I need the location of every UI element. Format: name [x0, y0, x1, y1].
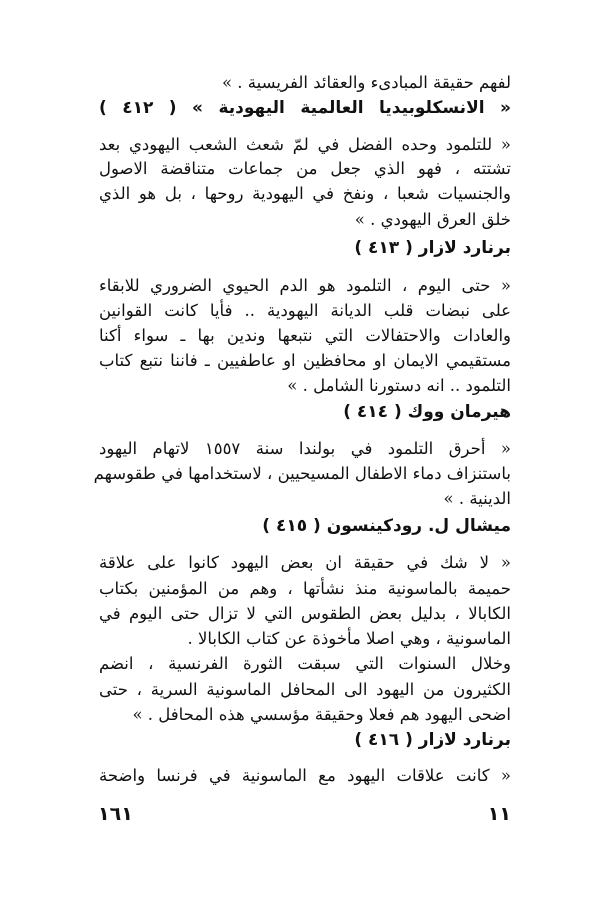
quote-source-heading: « الانسكلوبيديا العالمية اليهودية » ( ٤١٢ ) [99, 98, 511, 118]
text-line: « للتلمود وحده الفضل في لمّ شعث الشعب اليهودي بعد [99, 135, 511, 154]
text-line: باستنزاف دماء الاطفال المسيحيين ، لاستخدامها في طقوسهم [93, 464, 511, 483]
text-line: تشتته ، فهو الذي جعل من جماعات متناقضة الاصول [99, 159, 511, 178]
text-line: التلمود .. انه دستورنا الشامل . » [287, 376, 511, 395]
text-line: « لا شك في حقيقة ان بعض اليهود كانوا على علاقة [99, 553, 511, 572]
text-line: اضحى اليهود هم فعلا وحقيقة مؤسسي هذه المحافل . » [132, 705, 511, 724]
quote-source-heading: هيرمان ووك ( ٤١٤ ) [343, 402, 511, 422]
text-line: الكابالا ، بدليل بعض الطقوس التي لا تزال حتى اليوم في [99, 604, 511, 623]
text-line: الكثيرون من اليهود الى المحافل الماسونية السرية ، حتى [99, 680, 511, 699]
page-number: ١٦١ [98, 803, 133, 825]
quote-source-heading: ميشال ل. رودكينسون ( ٤١٥ ) [262, 516, 511, 536]
text-line: « حتى اليوم ، التلمود هو الدم الحيوي الضروري للابقاء [99, 276, 511, 295]
text-line: خلق العرق اليهودي . » [354, 210, 511, 229]
text-line: لفهم حقيقة المبادىء والعقائد الفريسية . » [221, 73, 511, 92]
text-line: الماسونية ، وهي اصلا مأخوذة عن كتاب الكابالا . [187, 629, 511, 648]
text-line: والعادات والاحتفالات التي نتبعها وندين بها ـ سواء أكنا [99, 326, 511, 345]
text-line: « أحرق التلمود في بولندا سنة ١٥٥٧ لاتهام اليهود [99, 439, 511, 458]
text-line: وخلال السنوات التي سبقت الثورة الفرنسية ، انضم [99, 654, 511, 673]
text-line: « كانت علاقات اليهود مع الماسونية في فرنسا واضحة [99, 766, 511, 785]
signature-number: ١١ [487, 803, 511, 825]
text-line: على نبضات قلب الديانة اليهودية .. فأيا كانت القوانين [99, 301, 511, 320]
quote-source-heading: برنارد لازار ( ٤١٣ ) [354, 238, 511, 258]
text-line: والجنسيات شعبا ، ونفخ في اليهودية روحها ، بل هو الذي [99, 184, 511, 203]
text-line: الدينية . » [443, 489, 511, 508]
text-line: حميمة بالماسونية منذ نشأتها ، وهم من المؤمنين بكتاب [99, 579, 511, 598]
text-line: مستقيمي الايمان او محافظين او عاطفيين ـ فاننا نتبع كتاب [99, 351, 511, 370]
quote-source-heading: برنارد لازار ( ٤١٦ ) [354, 730, 511, 750]
